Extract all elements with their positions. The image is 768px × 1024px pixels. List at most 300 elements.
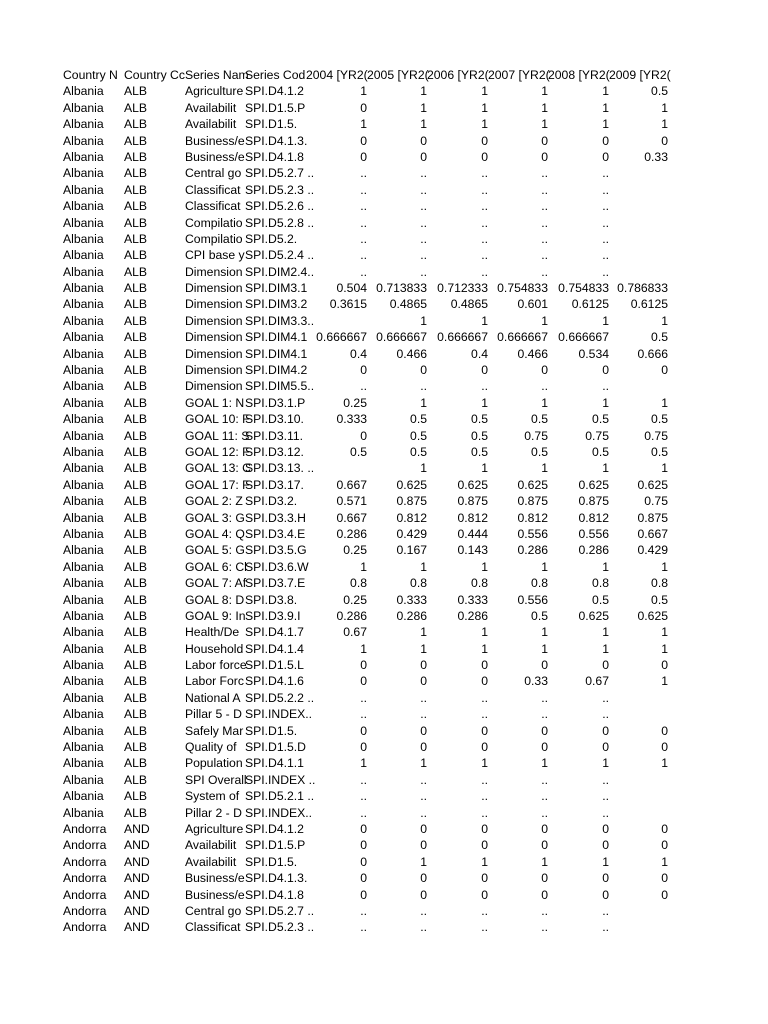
table-cell[interactable]: 0	[661, 363, 668, 378]
table-cell[interactable]: Labor force	[185, 658, 247, 673]
table-cell[interactable]: 0	[541, 821, 548, 836]
table-cell[interactable]: ..	[602, 182, 609, 197]
table-cell[interactable]: 0.8	[350, 576, 367, 591]
table-cell[interactable]: 0.8	[651, 576, 668, 591]
table-cell[interactable]: ..	[481, 707, 488, 722]
table-cell[interactable]: SPI.D4.1.2	[245, 84, 304, 99]
table-cell[interactable]: ..	[602, 248, 609, 263]
table-cell[interactable]: 0.5	[350, 444, 367, 459]
table-cell[interactable]: SPI.INDEX..	[245, 707, 313, 722]
table-cell[interactable]: 0.713833	[376, 281, 427, 296]
table-cell[interactable]: ..	[420, 166, 427, 181]
header-cell[interactable]: 2008 [YR2(	[548, 68, 610, 82]
table-cell[interactable]: SPI.D3.6.W	[245, 559, 309, 574]
table-cell[interactable]: Albania	[63, 412, 104, 427]
table-cell[interactable]: 1	[602, 117, 609, 132]
table-cell[interactable]: ..	[602, 690, 609, 705]
table-cell[interactable]: 0.466	[517, 346, 548, 361]
table-cell[interactable]: AND	[124, 854, 150, 869]
table-cell[interactable]: 0.33	[524, 674, 548, 689]
table-cell[interactable]: Compilatio	[185, 231, 243, 246]
table-cell[interactable]: ..	[360, 772, 367, 787]
table-cell[interactable]: 0	[541, 887, 548, 902]
table-cell[interactable]: 0.5	[592, 444, 609, 459]
table-cell[interactable]: 0	[481, 133, 488, 148]
table-cell[interactable]: SPI.D4.1.3.	[245, 871, 308, 886]
table-cell[interactable]: 1	[541, 100, 548, 115]
table-cell[interactable]: SPI.D3.4.E	[245, 526, 306, 541]
table-cell[interactable]: 0	[420, 821, 427, 836]
table-cell[interactable]: ..	[541, 248, 548, 263]
table-cell[interactable]: ..	[420, 379, 427, 394]
table-cell[interactable]: Albania	[63, 444, 104, 459]
table-cell[interactable]: ..	[541, 789, 548, 804]
table-cell[interactable]: Andorra	[63, 887, 107, 902]
table-cell[interactable]: ALB	[124, 477, 148, 492]
table-cell[interactable]	[609, 706, 668, 722]
table-cell[interactable]: Classificat	[185, 182, 241, 197]
table-cell[interactable]: Household	[185, 641, 244, 656]
table-cell[interactable]: ..	[481, 379, 488, 394]
table-cell[interactable]: 0	[541, 363, 548, 378]
table-cell[interactable]: Classificat	[185, 920, 241, 935]
table-cell[interactable]: 1	[661, 461, 668, 476]
table-cell[interactable]: ALB	[124, 805, 148, 820]
table-cell[interactable]: 0	[661, 740, 668, 755]
table-cell[interactable]: 0	[360, 871, 367, 886]
table-cell[interactable]: Andorra	[63, 903, 107, 918]
table-cell[interactable]: 0.286	[336, 608, 367, 623]
table-cell[interactable]: 1	[481, 854, 488, 869]
table-cell[interactable]: 0	[541, 838, 548, 853]
table-cell[interactable]: Andorra	[63, 838, 107, 853]
table-cell[interactable]: 0	[602, 723, 609, 738]
table-cell[interactable]: 0.875	[578, 494, 609, 509]
table-cell[interactable]: GOAL 4: Q	[185, 526, 245, 541]
table-cell[interactable]: 0	[661, 723, 668, 738]
table-cell[interactable]: 1	[420, 756, 427, 771]
table-cell[interactable]: 0.666667	[437, 330, 488, 345]
table-cell[interactable]: ..	[420, 182, 427, 197]
table-cell[interactable]: ALB	[124, 740, 148, 755]
table-cell[interactable]: ..	[541, 772, 548, 787]
table-cell[interactable]: Availabilit	[185, 854, 237, 869]
table-cell[interactable]: GOAL 5: G	[185, 543, 245, 558]
table-cell[interactable]: ..	[420, 903, 427, 918]
table-cell[interactable]: SPI.D1.5.	[245, 117, 298, 132]
table-cell[interactable]: 0.667	[336, 477, 367, 492]
table-cell[interactable]: 1	[481, 641, 488, 656]
table-cell[interactable]: ..	[360, 166, 367, 181]
table-cell[interactable]: 0.5	[471, 412, 488, 427]
table-cell[interactable]: ALB	[124, 166, 148, 181]
table-cell[interactable]: 0	[602, 133, 609, 148]
table-cell[interactable]: 1	[481, 461, 488, 476]
table-cell[interactable]: AND	[124, 903, 150, 918]
table-cell[interactable]: 0	[420, 133, 427, 148]
table-cell[interactable]: 0.143	[457, 543, 488, 558]
table-cell[interactable]: ..	[360, 199, 367, 214]
table-cell[interactable]: ..	[481, 231, 488, 246]
table-cell[interactable]: 0	[360, 674, 367, 689]
table-cell[interactable]: Albania	[63, 477, 104, 492]
table-cell[interactable]: 1	[360, 84, 367, 99]
table-cell[interactable]: SPI.D3.9.I	[245, 608, 301, 623]
table-cell[interactable]: 1	[541, 313, 548, 328]
table-cell[interactable]: 0	[661, 821, 668, 836]
table-cell[interactable]: 0.812	[457, 510, 488, 525]
table-cell[interactable]	[609, 788, 668, 804]
table-cell[interactable]: 1	[420, 641, 427, 656]
table-cell[interactable]: 0.625	[578, 477, 609, 492]
table-cell[interactable]: Albania	[63, 313, 104, 328]
table-cell[interactable]: SPI.D4.1.2	[245, 821, 304, 836]
table-cell[interactable]: 1	[420, 117, 427, 132]
table-cell[interactable]: SPI.D4.1.8	[245, 887, 304, 902]
table-cell[interactable]: ALB	[124, 723, 148, 738]
table-cell[interactable]: Albania	[63, 772, 104, 787]
table-cell[interactable]: 0	[541, 740, 548, 755]
table-cell[interactable]: Availabilit	[185, 838, 237, 853]
table-cell[interactable]: SPI.D5.2.7 ..	[245, 903, 315, 918]
table-cell[interactable]: 0	[602, 658, 609, 673]
table-cell[interactable]: 0.4	[350, 346, 367, 361]
table-cell[interactable]: ALB	[124, 297, 148, 312]
table-cell[interactable]: 1	[420, 313, 427, 328]
table-cell[interactable]: 0.625	[457, 477, 488, 492]
table-cell[interactable]: SPI.DIM3.1	[245, 281, 308, 296]
table-cell[interactable]: ALB	[124, 707, 148, 722]
table-cell[interactable]	[609, 690, 668, 706]
table-cell[interactable]: 0.75	[524, 428, 548, 443]
table-cell[interactable]: 0.667	[637, 526, 668, 541]
table-cell[interactable]: SPI.D1.5.	[245, 854, 298, 869]
table-cell[interactable]: ..	[602, 789, 609, 804]
table-cell[interactable]: 1	[541, 756, 548, 771]
table-cell[interactable]: ..	[360, 182, 367, 197]
table-cell[interactable]: SPI Overall	[185, 772, 247, 787]
table-cell[interactable]: ALB	[124, 231, 148, 246]
table-cell[interactable]: SPI.D4.1.1	[245, 756, 304, 771]
table-cell[interactable]: ..	[360, 789, 367, 804]
table-cell[interactable]: ..	[541, 231, 548, 246]
table-cell[interactable]: Albania	[63, 576, 104, 591]
table-cell[interactable]: Population	[185, 756, 243, 771]
table-cell[interactable]: Albania	[63, 330, 104, 345]
table-cell[interactable]: 0	[661, 887, 668, 902]
table-cell[interactable]: ..	[420, 920, 427, 935]
table-cell[interactable]: 0	[541, 871, 548, 886]
table-cell[interactable]: 0.754833	[497, 281, 548, 296]
table-cell[interactable]: 1	[420, 559, 427, 574]
table-cell[interactable]: SPI.D3.12.	[245, 444, 304, 459]
table-cell[interactable]: SPI.D5.2.6 ..	[245, 199, 315, 214]
table-cell[interactable]: ..	[541, 199, 548, 214]
table-cell[interactable]: ..	[541, 707, 548, 722]
table-cell[interactable]: ..	[602, 772, 609, 787]
table-cell[interactable]: ..	[481, 805, 488, 820]
table-cell[interactable]: 0.5	[471, 444, 488, 459]
table-cell[interactable]: Albania	[63, 740, 104, 755]
table-cell[interactable]: ..	[602, 379, 609, 394]
table-cell[interactable]: 1	[541, 117, 548, 132]
table-cell[interactable]: 0	[360, 363, 367, 378]
table-cell[interactable]: 0	[541, 149, 548, 164]
table-cell[interactable]: ..	[360, 690, 367, 705]
table-cell[interactable]: 0	[481, 740, 488, 755]
table-cell[interactable]: Albania	[63, 707, 104, 722]
table-cell[interactable]: 0.8	[471, 576, 488, 591]
table-cell[interactable]: ALB	[124, 559, 148, 574]
table-cell[interactable]: 0	[602, 821, 609, 836]
table-cell[interactable]: SPI.D4.1.6	[245, 674, 304, 689]
table-cell[interactable]: 1	[602, 313, 609, 328]
table-cell[interactable]: Albania	[63, 494, 104, 509]
table-cell[interactable]: SPI.DIM3.3..	[245, 313, 315, 328]
table-cell[interactable]: 0.75	[644, 494, 668, 509]
table-cell[interactable]: ..	[541, 920, 548, 935]
table-cell[interactable]: 0.625	[637, 608, 668, 623]
table-cell[interactable]: Dimension	[185, 363, 243, 378]
table-cell[interactable]: 1	[481, 100, 488, 115]
table-cell[interactable]: Albania	[63, 690, 104, 705]
table-cell[interactable]: SPI.D4.1.3.	[245, 133, 308, 148]
table-cell[interactable]	[609, 919, 668, 935]
table-cell[interactable]: ALB	[124, 330, 148, 345]
table-cell[interactable]: ..	[541, 182, 548, 197]
table-cell[interactable]	[609, 215, 668, 231]
table-cell[interactable]: SPI.D3.5.G	[245, 543, 307, 558]
table-cell[interactable]: 0.5	[410, 412, 427, 427]
table-cell[interactable]: Albania	[63, 461, 104, 476]
table-cell[interactable]	[306, 460, 367, 476]
table-cell[interactable]: SPI.INDEX..	[245, 805, 313, 820]
table-cell[interactable]: Availabilit	[185, 100, 237, 115]
table-cell[interactable]: 1	[481, 84, 488, 99]
table-cell[interactable]: 0.5	[651, 84, 668, 99]
table-cell[interactable]	[609, 182, 668, 198]
table-cell[interactable]: ALB	[124, 461, 148, 476]
table-cell[interactable]: ALB	[124, 772, 148, 787]
table-cell[interactable]: ALB	[124, 248, 148, 263]
header-cell[interactable]: 2007 [YR2(	[488, 68, 550, 82]
table-cell[interactable]: 0.625	[637, 477, 668, 492]
table-cell[interactable]: SPI.DIM4.2	[245, 363, 308, 378]
table-cell[interactable]: ..	[420, 789, 427, 804]
table-cell[interactable]: ..	[420, 264, 427, 279]
table-cell[interactable]: GOAL 1: N	[185, 395, 245, 410]
table-cell[interactable]: SPI.D1.5.P	[245, 100, 306, 115]
table-cell[interactable]: Andorra	[63, 871, 107, 886]
table-cell[interactable]: 0.75	[644, 428, 668, 443]
table-cell[interactable]: 0.8	[531, 576, 548, 591]
table-cell[interactable]: ..	[602, 903, 609, 918]
table-cell[interactable]: 1	[420, 84, 427, 99]
table-cell[interactable]: 0	[360, 658, 367, 673]
table-cell[interactable]: Labor Forc	[185, 674, 244, 689]
table-cell[interactable]: Central go	[185, 166, 242, 181]
table-cell[interactable]: Albania	[63, 526, 104, 541]
table-cell[interactable]: 0.25	[343, 395, 367, 410]
table-cell[interactable]: SPI.D3.8.	[245, 592, 298, 607]
header-cell[interactable]: 2009 [YR2(	[609, 68, 671, 82]
table-cell[interactable]: GOAL 13: C	[185, 461, 251, 476]
table-cell[interactable]: ..	[602, 707, 609, 722]
table-cell[interactable]: ..	[360, 264, 367, 279]
table-cell[interactable]: SPI.DIM3.2	[245, 297, 308, 312]
table-cell[interactable]: Albania	[63, 281, 104, 296]
table-cell[interactable]: 0.667	[336, 510, 367, 525]
table-cell[interactable]: SPI.D3.10.	[245, 412, 304, 427]
table-cell[interactable]: 0	[602, 887, 609, 902]
table-cell[interactable]	[609, 805, 668, 821]
table-cell[interactable]: 0	[602, 149, 609, 164]
table-cell[interactable]: ALB	[124, 346, 148, 361]
table-cell[interactable]: ..	[481, 920, 488, 935]
table-cell[interactable]: ..	[541, 264, 548, 279]
table-cell[interactable]: 0	[481, 149, 488, 164]
table-cell[interactable]: 0	[360, 100, 367, 115]
table-cell[interactable]: 0.25	[343, 543, 367, 558]
table-cell[interactable]: 0.333	[457, 592, 488, 607]
table-cell[interactable]: Albania	[63, 608, 104, 623]
table-cell[interactable]: Central go	[185, 903, 242, 918]
table-cell[interactable]: 0.6125	[571, 297, 609, 312]
table-cell[interactable]: Albania	[63, 789, 104, 804]
table-cell[interactable]: 1	[481, 559, 488, 574]
table-cell[interactable]: 0.754833	[558, 281, 609, 296]
table-cell[interactable]: 1	[661, 117, 668, 132]
table-cell[interactable]: Albania	[63, 117, 104, 132]
table-cell[interactable]: Business/e	[185, 133, 245, 148]
table-cell[interactable]: 0	[541, 133, 548, 148]
table-cell[interactable]: Albania	[63, 149, 104, 164]
table-cell[interactable]: ALB	[124, 363, 148, 378]
table-cell[interactable]: Albania	[63, 592, 104, 607]
table-cell[interactable]: SPI.D5.2.2 ..	[245, 690, 315, 705]
table-cell[interactable]: 0.8	[410, 576, 427, 591]
table-cell[interactable]	[306, 313, 367, 329]
table-cell[interactable]: SPI.D5.2.8 ..	[245, 215, 315, 230]
table-cell[interactable]: 1	[481, 756, 488, 771]
table-cell[interactable]: ALB	[124, 592, 148, 607]
table-cell[interactable]: 0.625	[396, 477, 427, 492]
table-cell[interactable]: ..	[541, 690, 548, 705]
table-cell[interactable]: 1	[481, 395, 488, 410]
table-cell[interactable]: 0	[541, 723, 548, 738]
table-cell[interactable]: 0.812	[396, 510, 427, 525]
table-cell[interactable]: 0	[420, 658, 427, 673]
table-cell[interactable]: 1	[602, 559, 609, 574]
table-cell[interactable]: GOAL 12: F	[185, 444, 250, 459]
table-cell[interactable]: ..	[420, 772, 427, 787]
table-cell[interactable]: Pillar 2 - D	[185, 805, 242, 820]
table-cell[interactable]: 0.466	[396, 346, 427, 361]
table-cell[interactable]: ALB	[124, 379, 148, 394]
table-cell[interactable]: 0.3615	[329, 297, 367, 312]
table-cell[interactable]: 0.666667	[497, 330, 548, 345]
table-cell[interactable]: GOAL 8: D	[185, 592, 245, 607]
table-cell[interactable]: SPI.DIM4.1	[245, 330, 308, 345]
table-cell[interactable]: 1	[661, 641, 668, 656]
table-cell[interactable]: SPI.D5.2.3 ..	[245, 182, 315, 197]
table-cell[interactable]: Albania	[63, 641, 104, 656]
table-cell[interactable]: Albania	[63, 674, 104, 689]
table-cell[interactable]: 0.666667	[558, 330, 609, 345]
table-cell[interactable]: Albania	[63, 297, 104, 312]
table-cell[interactable]: 0.75	[585, 428, 609, 443]
table-cell[interactable]: 0.5	[651, 592, 668, 607]
table-cell[interactable]: 0.666667	[316, 330, 367, 345]
table-cell[interactable]: ALB	[124, 674, 148, 689]
table-cell[interactable]: 0.286	[457, 608, 488, 623]
table-cell[interactable]: 1	[481, 117, 488, 132]
table-cell[interactable]: ALB	[124, 395, 148, 410]
table-cell[interactable]: 0	[541, 658, 548, 673]
table-cell[interactable]: ..	[602, 231, 609, 246]
table-cell[interactable]: 0	[360, 887, 367, 902]
table-cell[interactable]: ..	[481, 182, 488, 197]
table-cell[interactable]: ..	[541, 215, 548, 230]
table-cell[interactable]: Pillar 5 - D	[185, 707, 242, 722]
table-cell[interactable]: ..	[541, 166, 548, 181]
table-cell[interactable]: ALB	[124, 84, 148, 99]
table-cell[interactable]: SPI.D1.5.	[245, 723, 298, 738]
table-cell[interactable]: Business/e	[185, 871, 245, 886]
table-cell[interactable]: SPI.D1.5.L	[245, 658, 304, 673]
table-cell[interactable]: 0.5	[410, 444, 427, 459]
table-cell[interactable]: 1	[541, 84, 548, 99]
table-cell[interactable]: 0.286	[517, 543, 548, 558]
table-cell[interactable]: ALB	[124, 789, 148, 804]
table-cell[interactable]: 0.556	[578, 526, 609, 541]
table-cell[interactable]: 0	[481, 887, 488, 902]
table-cell[interactable]: 1	[481, 625, 488, 640]
table-cell[interactable]: ..	[481, 264, 488, 279]
table-cell[interactable]: Dimension	[185, 346, 243, 361]
table-cell[interactable]: 0.429	[396, 526, 427, 541]
table-cell[interactable]: ALB	[124, 149, 148, 164]
table-cell[interactable]: System of	[185, 789, 240, 804]
table-cell[interactable]: ALB	[124, 100, 148, 115]
table-cell[interactable]: SPI.D1.5.P	[245, 838, 306, 853]
table-cell[interactable]: Dimension	[185, 297, 243, 312]
table-cell[interactable]: 1	[661, 313, 668, 328]
table-cell[interactable]: 1	[602, 395, 609, 410]
table-cell[interactable]: ..	[602, 264, 609, 279]
table-cell[interactable]: Dimension	[185, 313, 243, 328]
table-cell[interactable]: 0	[420, 740, 427, 755]
table-cell[interactable]: Albania	[63, 510, 104, 525]
table-cell[interactable]: ALB	[124, 264, 148, 279]
table-cell[interactable]	[609, 231, 668, 247]
table-cell[interactable]: SPI.INDEX ..	[245, 772, 316, 787]
table-cell[interactable]: ..	[420, 231, 427, 246]
table-cell[interactable]: ..	[360, 805, 367, 820]
table-cell[interactable]	[609, 198, 668, 214]
table-cell[interactable]: SPI.D4.1.4	[245, 641, 304, 656]
table-cell[interactable]: 1	[661, 100, 668, 115]
table-cell[interactable]: 1	[481, 313, 488, 328]
table-cell[interactable]	[609, 165, 668, 181]
table-cell[interactable]: 1	[602, 84, 609, 99]
table-cell[interactable]: SPI.D3.3.H	[245, 510, 306, 525]
table-cell[interactable]: ..	[481, 248, 488, 263]
table-cell[interactable]: ALB	[124, 444, 148, 459]
table-cell[interactable]: Health/De	[185, 625, 240, 640]
table-cell[interactable]: Availabilit	[185, 117, 237, 132]
table-cell[interactable]: 1	[602, 854, 609, 869]
